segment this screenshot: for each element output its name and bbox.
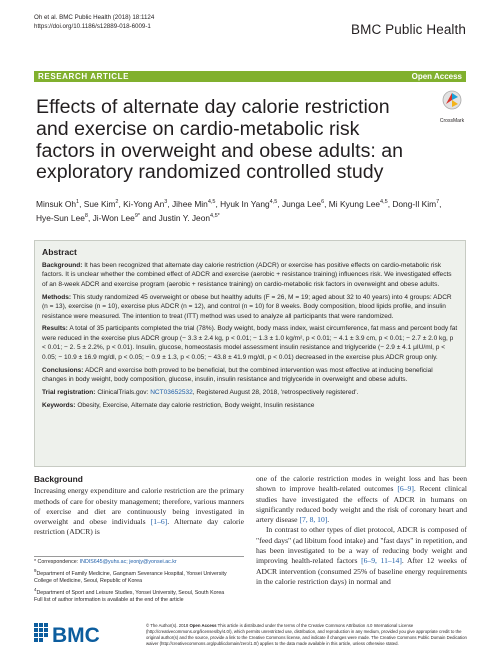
- license-text: [146, 623, 468, 647]
- bmc-logo-text: BMC: [52, 624, 100, 647]
- full-list-note: Full list of author information is available at the end of the article: [34, 596, 184, 603]
- text: . Recent clinical studies have investigated the effects of ADCR in humans on significantly reduced body weight and the risk of coronary heart and artery disease: [256, 484, 467, 525]
- citation-link[interactable]: [6–9]: [397, 484, 414, 494]
- section-text: ADCR and exercise both proved to be beneficial, but the combined intervention was most effective at inducing beneficial changes in body weight, body composition, glucose, insulin, insulin resistance and triglyceride in overweight and obese adults.: [42, 366, 433, 383]
- correspondence: [34, 559, 244, 567]
- open-access-label: Open Access: [411, 72, 462, 81]
- section-text: This study randomized 45 overweight or obese but healthy adults (F = 26, M = 19; aged about 32 to 40 years) into 4 groups: ADCR (n = 13), exercise (n = 10), exercise plus ADCR (n = 12), and control (n = 10) for 8 weeks. Body composition, blood lipids profile, and insulin resistance were measured. The intention to treat (ITT) method was used to analyze all participants that were randomized.: [42, 293, 452, 320]
- crossmark-badge[interactable]: [437, 90, 467, 124]
- copyright: © The Author(s). 2018: [146, 623, 189, 628]
- section-label: Background:: [42, 262, 83, 269]
- abstract-trial-registration: [42, 388, 458, 397]
- section-label: Conclusions:: [42, 366, 84, 374]
- citation-link[interactable]: [7, 8, 10]: [299, 515, 328, 525]
- section-text: A total of 35 participants completed the trial (78%). Body weight, body mass index, waist circumference, fat mass and percent body fat were reduced in the exercise plus ADCR group (− 3.3 ± 2.4 kg, p < 0.01; − 1.3 ± 1.0 kg/m², p < 0.01; − 4.1 ± 3.9 cm, p < 0.01; − 2.7 ± 2.0 kg, p < 0.01; − 2. 5 ± 2.2%, p < 0.01). Insulin, glucose, homeostasis model assessment insulin resistance and triglyceride (− 2.9 ± 4.1 μIU/ml, p < 0.05; − 10.9 ± 16.9 mg/dl, p < 0.05; − 0.9 ± 1.3, p < 0.05; − 43.8 ± 41.9 mg/dl, p < 0.01) decreased in the exercise plus ADCR group only.: [42, 325, 458, 361]
- abstract-box: [34, 240, 466, 467]
- affiliation: $^9$Department of Family Medicine, Gangnam Severance Hospital, Yonsei University College of Medicine, Seoul, Republic of Korea: [34, 567, 227, 584]
- section-text: It has been recognized that alternate day calorie restriction (ADCR) or exercise has positive effects on cardio-metabolic risk factors. It is unclear whether the combined effect of ADCR and exercise (aerobic + resistance training) influences risk. We investigated effects of an 8-week ADCR and exercise program (aerobic + resistance training) on cardio-metabolic risk factors in overweight and obese adults.: [42, 262, 452, 288]
- section-heading: Background: [34, 474, 83, 484]
- section-text: , Registered August 28, 2018, 'retrospectively registered'.: [192, 388, 359, 396]
- affiliation-text: Department of Sport and Leisure Studies, Yonsei University, Seoul, South Korea: [36, 589, 225, 596]
- section-label: Results:: [42, 325, 68, 333]
- crossmark-icon: [437, 90, 467, 112]
- abstract-keywords: [42, 401, 458, 410]
- doi-link[interactable]: https://doi.org/10.1186/s12889-018-6009-1: [34, 22, 151, 30]
- paragraph: one of the calorie restriction modes in weight loss and has been shown to improve health-related outcomes [6–9]. Recent clinical studies have investigated the effects of ADCR in humans on significantly reduced body weight and the risk of coronary heart and artery disease [7, 8, 10].: [256, 474, 467, 525]
- text: one of the calorie restriction modes in weight loss and has been shown to improve health-related outcomes: [256, 474, 467, 494]
- body-right-column: [256, 474, 467, 587]
- bmc-logo: [34, 620, 124, 650]
- correspondence-label: * Correspondence:: [34, 559, 79, 565]
- body-left-column: [34, 474, 244, 538]
- open-access-badge: Open Access: [189, 623, 217, 628]
- citation-header: [34, 14, 154, 31]
- affiliation: $^4$Department of Sport and Leisure Studies, Yonsei University, Seoul, South Korea: [34, 586, 225, 596]
- paragraph: [34, 486, 244, 537]
- abstract-background: [42, 261, 458, 289]
- text: . Alternate day calorie restriction (ADCR) is: [34, 517, 245, 537]
- author-list: Minsuk Oh$^1$, Sue Kim$^2$, Ki-Yong An$^3$, Jihee Min$^{4,5}$, Hyuk In Yang$^{4,5}$, Junga Lee$^6$, Mi Kyung Lee$^{4,5}$, Dong-Il Kim$^7$, Hye-Sun Lee$^8$, Ji-Won Lee$^{9*}$ and Justin Y. Jeon$^{4,5*}$: [36, 198, 442, 223]
- text: Increasing energy expenditure and calorie restriction are the primary methods of care for obesity management; therefore, various manners of exercise and diet are continuously being investigated in overweight and obese individuals: [34, 486, 244, 527]
- text: In contrast to other types of diet protocol, ADCR is composed of "feed days" (ad libitum food intake) and "fast days" in repetition, and has been investigated to be a way of reducing body weight and improving health-related factors: [256, 525, 467, 566]
- section-label: Trial registration:: [42, 388, 96, 396]
- abstract-heading: Abstract: [42, 247, 77, 257]
- paragraph: [256, 525, 467, 587]
- section-text: Obesity, Exercise, Alternate day calorie restriction, Body weight, Insulin resistance: [77, 401, 315, 409]
- section-label: Keywords:: [42, 401, 76, 409]
- abstract-results: [42, 324, 458, 362]
- license-body: This article is distributed under the terms of the Creative Commons Attribution 4.0 International License (http://creativecommons.org/licenses/by/4.0/), which permits unrestricted use, distribution, and reproduction in any medium, provided you give appropriate credit to the original author(s) and the source, provide a link to the Creative Commons license, and indicate if changes were made. The Creative Commons Public Domain Dedication waiver (http://creativecommons.org/publicdomain/zero/1.0/) applies to the data made available in this article, unless otherwise stated.: [146, 623, 467, 646]
- crossmark-label: CrossMark: [439, 118, 465, 124]
- section-label: Methods:: [42, 293, 72, 301]
- section-text: ClinicalTrials.gov:: [97, 388, 149, 396]
- citation-link[interactable]: [6–9, 11–14]: [361, 556, 402, 566]
- citation-link[interactable]: [1–6]: [150, 517, 168, 527]
- footnotes: [34, 556, 244, 605]
- journal-name: BMC Public Health: [351, 22, 466, 37]
- article-type-label: RESEARCH ARTICLE: [38, 72, 130, 81]
- affiliation-text: Department of Family Medicine, Gangnam Severance Hospital, Yonsei University College of Medicine, Seoul, Republic of Korea: [34, 570, 227, 584]
- trial-id-link[interactable]: NCT03652532: [150, 388, 193, 396]
- citation-line: Oh et al. BMC Public Health (2018) 18:1124: [34, 14, 155, 21]
- author-name: Hye-Sun Lee: [36, 212, 85, 223]
- article-type-banner: [34, 71, 466, 82]
- abstract-conclusions: [42, 366, 458, 385]
- page-footer: [0, 620, 500, 663]
- text: . After 12 weeks of ADCR intervention (consumed 25% of baseline energy requirements in the calorie restriction days) in normal and: [256, 556, 467, 586]
- article-title: Effects of alternate day calorie restriction and exercise on cardio-metabolic risk factors in overweight and obese adults: an exploratory randomized controlled study: [36, 96, 404, 184]
- abstract-methods: [42, 293, 458, 321]
- email-link[interactable]: INDIS645@yuhs.ac; jeonjy@yonsei.ac.kr: [79, 559, 177, 565]
- author-name: Minsuk Oh: [36, 198, 77, 209]
